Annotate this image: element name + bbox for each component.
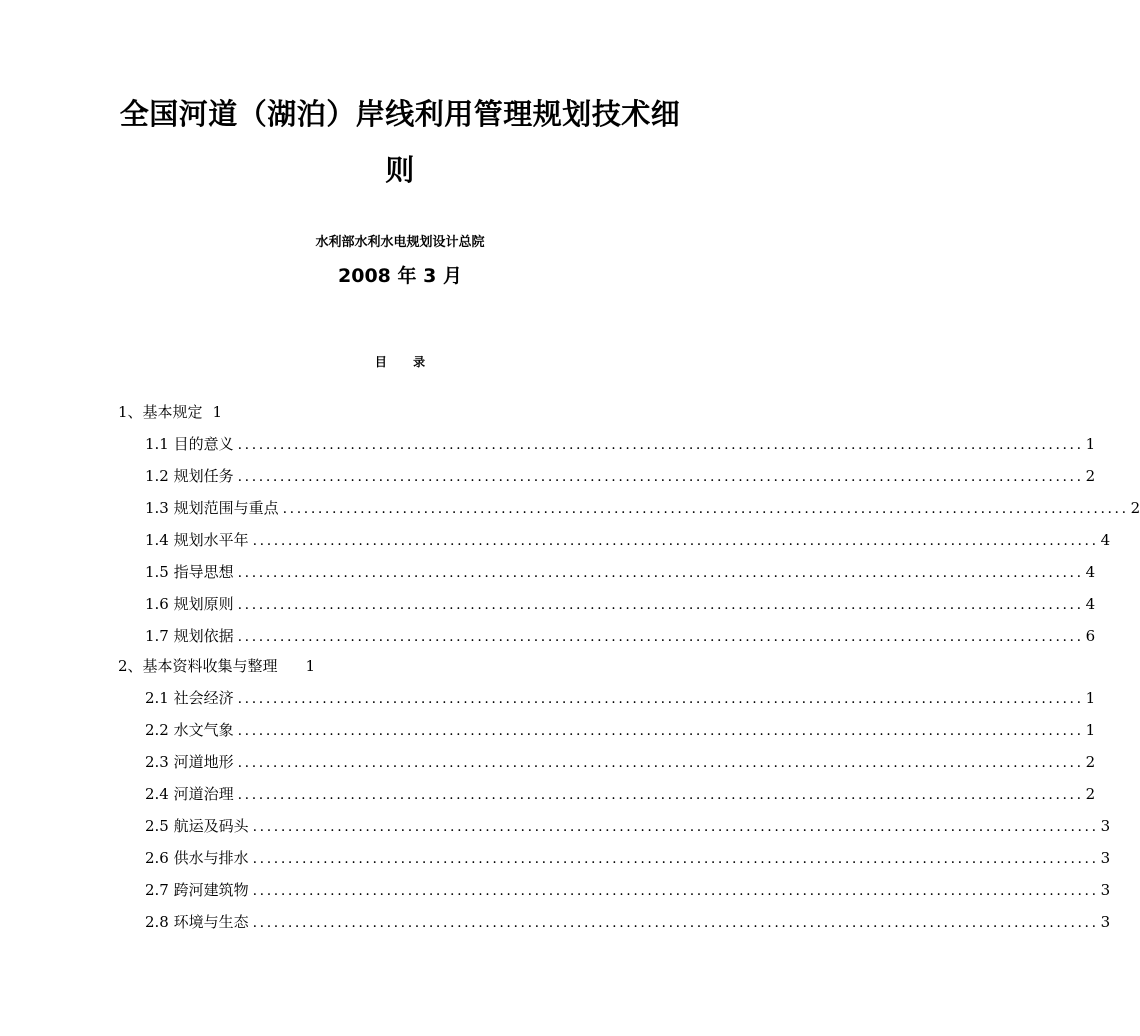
toc-item[interactable] [145,876,1111,904]
toc-item[interactable] [145,494,1140,522]
toc-page-number: 1 [1085,435,1096,453]
toc-item-label: 2.4 河道治理 [145,785,234,803]
document-title-line-2: 则 [385,153,415,187]
toc-page-number: 2 [1085,753,1096,771]
toc-item[interactable] [145,748,1096,776]
toc-page-number: 3 [1100,817,1111,835]
toc-item[interactable] [145,844,1111,872]
toc-item[interactable] [145,430,1096,458]
toc-item-label: 1.5 指导思想 [145,563,234,581]
toc-section[interactable] [118,652,678,680]
toc-item-label: 1.2 规划任务 [145,467,234,485]
toc-page-number: 4 [1085,595,1096,613]
toc-item[interactable] [145,462,1096,490]
toc-page-number: 1 [1085,689,1096,707]
toc-page-number: 2 [1085,785,1096,803]
toc-dot-leader: ........................................................................................................................ [237,565,1084,581]
toc-dot-leader: ........................................................................................................................ [237,629,1084,645]
toc-dot-leader: ........................................................................................................................ [237,469,1084,485]
toc-section[interactable] [118,398,678,426]
toc-page-number: 2 [1130,499,1140,517]
toc-page-number: 3 [1100,913,1111,931]
toc-dot-leader: ........................................................................................................................ [252,851,1099,867]
toc-page-number: 4 [1100,531,1111,549]
toc-heading: 目 录 [374,355,426,369]
toc-item[interactable] [145,558,1096,586]
toc-dot-leader: ........................................................................................................................ [252,883,1099,899]
toc-dot-leader: ........................................................................................................................ [252,915,1099,931]
toc-item-label: 1.6 规划原则 [145,595,234,613]
toc-item-label: 2.7 跨河建筑物 [145,881,249,899]
toc-item[interactable] [145,526,1111,554]
toc-dot-leader: ........................................................................................................................ [282,501,1129,517]
document-title-line-1: 全国河道（湖泊）岸线利用管理规划技术细 [119,97,681,131]
toc-dot-leader: ........................................................................................................................ [252,819,1099,835]
toc-page-number: 3 [1100,881,1111,899]
toc-page-number: 3 [1100,849,1111,867]
toc-dot-leader: ........................................................................................................................ [252,533,1099,549]
toc-dot-leader: ........................................................................................................................ [237,597,1084,613]
toc-item[interactable] [145,684,1096,712]
toc-item[interactable] [145,622,1096,650]
toc-item-label: 1.7 规划依据 [145,627,234,645]
document-date: 2008 年 3 月 [338,265,462,287]
toc-page-number: 4 [1085,563,1096,581]
toc-item-label: 2.2 水文气象 [145,721,234,739]
toc-item-label: 1.3 规划范围与重点 [145,499,279,517]
toc-item-label: 2.1 社会经济 [145,689,234,707]
toc-item-label: 1.1 目的意义 [145,435,234,453]
toc-item[interactable] [145,716,1096,744]
toc-item[interactable] [145,780,1096,808]
toc-item[interactable] [145,908,1111,936]
toc-dot-leader: ........................................................................................................................ [237,437,1084,453]
organization-name: 水利部水利水电规划设计总院 [315,235,485,250]
toc-dot-leader: ........................................................................................................................ [237,787,1084,803]
toc-section-label: 2、基本资料收集与整理 [118,657,278,675]
toc-item[interactable] [145,812,1111,840]
toc-item-label: 2.3 河道地形 [145,753,234,771]
toc-item[interactable] [145,590,1096,618]
toc-item-label: 2.6 供水与排水 [145,849,249,867]
toc-dot-leader: ........................................................................................................................ [237,691,1084,707]
toc-page-number: 1 [305,657,316,675]
toc-item-label: 1.4 规划水平年 [145,531,249,549]
toc-section-label: 1、基本规定 [118,403,203,421]
toc-page-number: 1 [1085,721,1096,739]
toc-page-number: 6 [1085,627,1096,645]
toc-item-label: 2.5 航运及码头 [145,817,249,835]
toc-page-number: 1 [212,403,223,421]
toc-dot-leader: ........................................................................................................................ [237,723,1084,739]
toc-dot-leader: ........................................................................................................................ [237,755,1084,771]
toc-item-label: 2.8 环境与生态 [145,913,249,931]
toc-page-number: 2 [1085,467,1096,485]
